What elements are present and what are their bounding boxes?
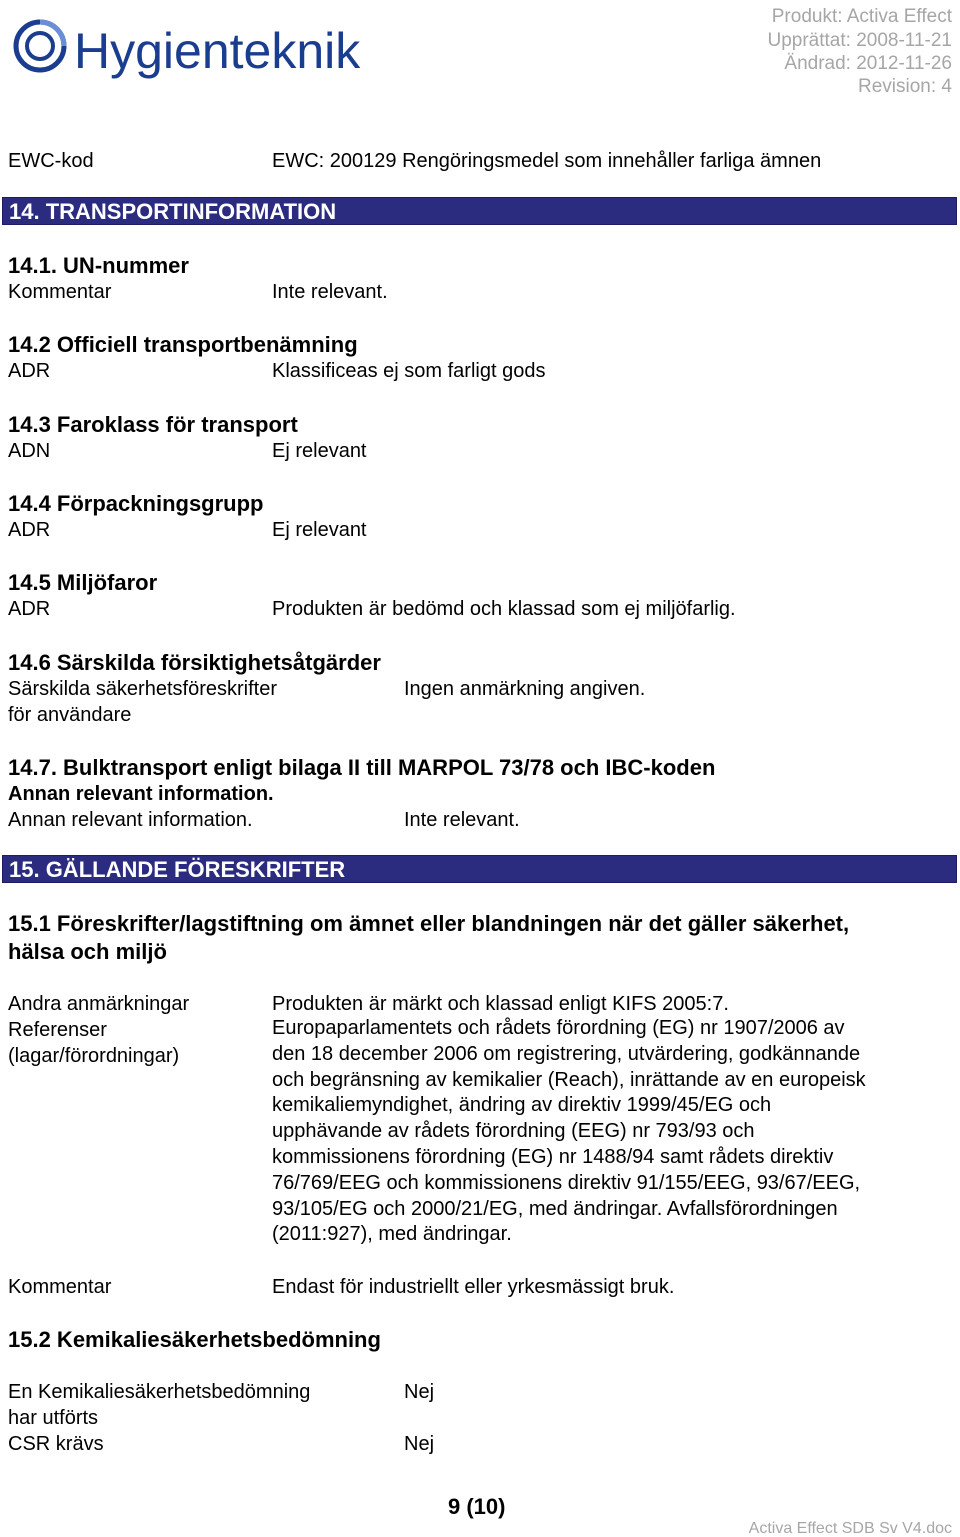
- label-14-6-line2: för användare: [8, 704, 132, 726]
- heading-14-7: 14.7. Bulktransport enligt bilaga II till MARPOL 73/78 och IBC-koden: [8, 755, 716, 780]
- references-line: 93/105/EG och 2000/21/EG, med ändringar. Avfallsförordningen: [272, 1197, 838, 1220]
- references-line: 76/769/EEG och kommissionens direktiv 91/155/EEG, 93/67/EEG,: [272, 1171, 861, 1194]
- label-14-4: ADR: [8, 519, 51, 541]
- label-14-7: Annan relevant information.: [8, 809, 253, 831]
- section-14-header: [2, 197, 957, 225]
- heading-14-4: 14.4 Förpackningsgrupp: [8, 491, 264, 516]
- value-14-5: Produkten är bedömd och klassad som ej miljöfarlig.: [272, 598, 736, 620]
- heading-15-1-line2: hälsa och miljö: [8, 939, 167, 964]
- header-product: Produkt: Activa Effect: [771, 6, 952, 27]
- footer-doc-name: Activa Effect SDB Sv V4.doc: [748, 1520, 952, 1537]
- label-14-5: ADR: [8, 598, 51, 620]
- section-15-title: 15. GÄLLANDE FÖRESKRIFTER: [9, 857, 346, 882]
- references-line: kommissionens förordning (EG) nr 1488/94 samt rådets direktiv: [272, 1145, 834, 1168]
- references-label-line1: Referenser: [8, 1019, 107, 1041]
- comment-value: Endast för industriellt eller yrkesmässigt bruk.: [272, 1276, 675, 1298]
- references-line: kemikaliemyndighet, ändring av direktiv 1999/45/EG och: [272, 1094, 772, 1117]
- value-14-3: Ej relevant: [272, 440, 367, 462]
- value-14-6: Ingen anmärkning angiven.: [404, 678, 646, 700]
- label-14-1: Kommentar: [8, 281, 112, 303]
- references-line: Europaparlamentets och rådets förordning (EG) nr 1907/2006 av: [272, 1017, 845, 1039]
- header-revision: Revision: 4: [858, 76, 952, 97]
- references-line: den 18 december 2006 om registrering, utvärdering, godkännande: [272, 1042, 861, 1065]
- ewc-label: EWC-kod: [8, 150, 94, 172]
- header-changed: Ändrad: 2012-11-26: [784, 53, 952, 74]
- assessment-value: Nej: [404, 1381, 435, 1403]
- other-remarks-value: Produkten är märkt och klassad enligt KIFS 2005:7.: [272, 993, 729, 1015]
- hygienteknik-logo: [8, 10, 408, 86]
- csr-label: CSR krävs: [8, 1433, 104, 1455]
- value-14-1: Inte relevant.: [272, 281, 388, 303]
- label-14-6-line1: Särskilda säkerhetsföreskrifter: [8, 678, 277, 700]
- subheading-14-7: Annan relevant information.: [8, 783, 274, 805]
- references-value: [272, 1016, 866, 1248]
- heading-14-6: 14.6 Särskilda försiktighetsåtgärder: [8, 650, 381, 675]
- section-14-title: 14. TRANSPORTINFORMATION: [9, 199, 337, 224]
- heading-15-2: 15.2 Kemikaliesäkerhetsbedömning: [8, 1327, 381, 1352]
- heading-15-1-line1: 15.1 Föreskrifter/lagstiftning om ämnet eller blandningen när det gäller säkerhet,: [8, 911, 850, 936]
- header-created: Upprättat: 2008-11-21: [767, 30, 952, 51]
- section-15-header: [2, 855, 957, 883]
- ewc-value: EWC: 200129 Rengöringsmedel som innehåller farliga ämnen: [272, 150, 822, 172]
- references-line: (2011:927), med ändringar.: [272, 1223, 512, 1246]
- value-14-7: Inte relevant.: [404, 809, 520, 831]
- heading-14-1: 14.1. UN-nummer: [8, 253, 189, 278]
- page-number: 9 (10): [448, 1494, 506, 1519]
- heading-14-3: 14.3 Faroklass för transport: [8, 412, 298, 437]
- value-14-2: Klassificeas ej som farligt gods: [272, 360, 546, 382]
- value-14-4: Ej relevant: [272, 519, 367, 541]
- label-14-2: ADR: [8, 360, 51, 382]
- csr-value: Nej: [404, 1433, 435, 1455]
- comment-label: Kommentar: [8, 1276, 112, 1298]
- heading-14-5: 14.5 Miljöfaror: [8, 570, 158, 595]
- assessment-label-line1: En Kemikaliesäkerhetsbedömning: [8, 1381, 311, 1403]
- logo-text: Hygienteknik: [74, 23, 361, 79]
- other-remarks-label: Andra anmärkningar: [8, 993, 190, 1015]
- heading-14-2: 14.2 Officiell transportbenämning: [8, 332, 358, 357]
- assessment-label-line2: har utförts: [8, 1407, 99, 1429]
- references-line: och begränsning av kemikalier (Reach), inrättande av en europeisk: [272, 1068, 866, 1091]
- label-14-3: ADN: [8, 440, 51, 462]
- references-line: upphävande av rådets förordning (EEG) nr 793/93 och: [272, 1120, 755, 1143]
- references-label-line2: (lagar/förordningar): [8, 1045, 180, 1067]
- logo-icon: [8, 10, 408, 80]
